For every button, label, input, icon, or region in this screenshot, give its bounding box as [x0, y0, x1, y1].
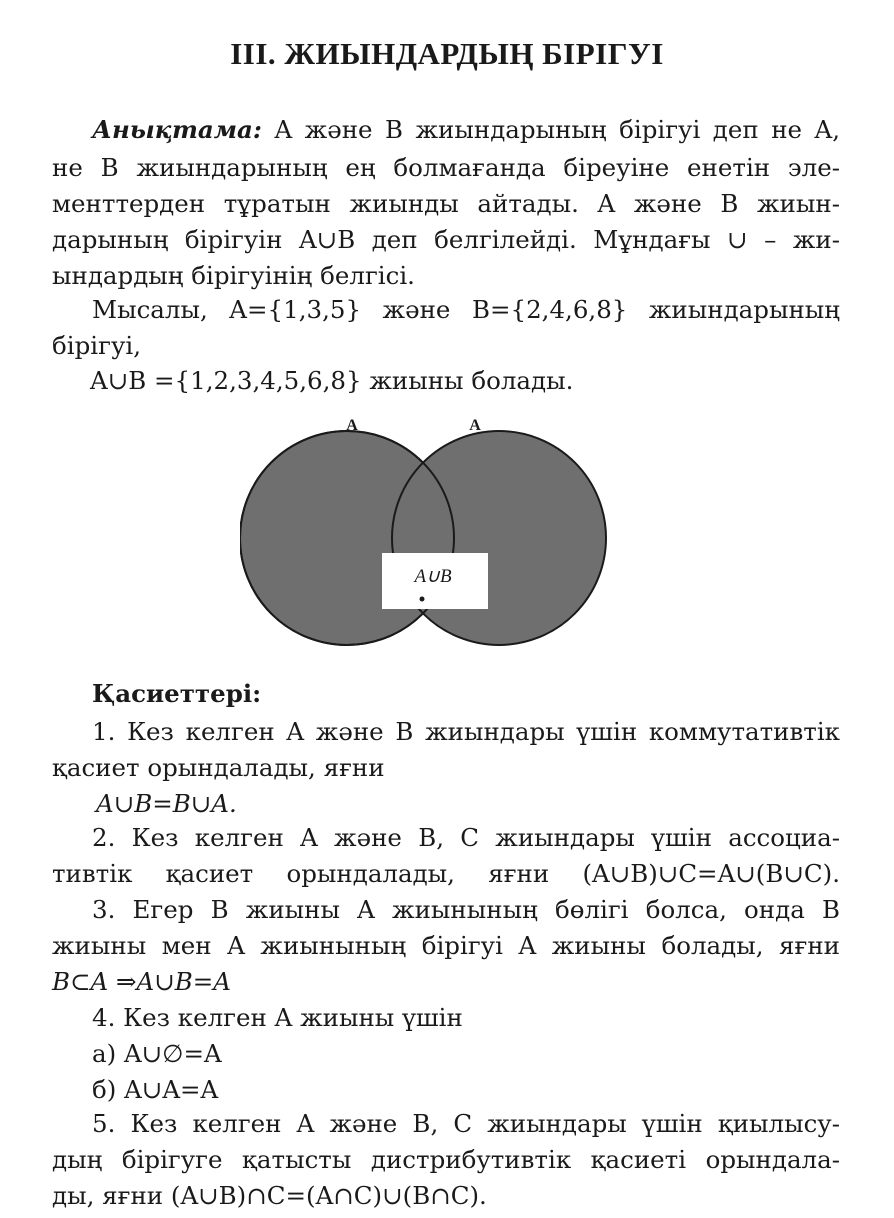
- property-line-7: жиыны мен A жиынының бірігуі A жиыны болады, яғни: [52, 931, 840, 960]
- venn-dot: [420, 597, 425, 602]
- property-line-11: б) A∪A=A: [92, 1075, 219, 1104]
- property-line-1: 1. Кез келген A және B жиындары үшін коммутативтік: [92, 717, 840, 746]
- definition-line-4: дарының бірігуін A∪B деп белгілейді. Мұндағы ∪ – жи-: [52, 225, 840, 254]
- example-line-3: A∪B ={1,2,3,4,5,6,8} жиыны болады.: [90, 366, 574, 395]
- venn-diagram: [240, 410, 640, 670]
- property-line-13: дың бірігуге қатысты дистрибутивтік қасиеті орындала-: [52, 1145, 840, 1174]
- example-line-1: Мысалы, A={1,3,5} және B={2,4,6,8} жиындарының: [92, 295, 840, 324]
- property-line-3: A∪B=B∪A.: [96, 789, 237, 818]
- property-line-4: 2. Кез келген A және B, C жиындары үшін ассоциа-: [92, 823, 840, 852]
- property-line-5: тивтік қасиет орындалады, яғни (A∪B)∪C=A∪(B∪C).: [52, 859, 840, 888]
- definition-line-1: Анықтама: A және B жиындарының бірігуі деп не A,: [92, 115, 840, 144]
- definition-line-3: менттерден тұратын жиынды айтады. A және B жиын-: [52, 189, 840, 218]
- definition-line-2: не B жиындарының ең болмағанда біреуіне енетін эле-: [52, 153, 840, 182]
- property-line-6: 3. Егер B жиыны A жиынының бөлігі болса, онда B: [92, 895, 840, 924]
- property-line-9: 4. Кез келген A жиыны үшін: [92, 1003, 463, 1032]
- definition-line-5: ындардың бірігуінің белгісі.: [52, 261, 415, 290]
- page-title: ІІІ. ЖИЫНДАРДЫҢ БІРІГУІ: [230, 36, 664, 71]
- property-line-10: а) A∪∅=A: [92, 1039, 222, 1068]
- properties-heading: Қасиеттері:: [92, 679, 262, 708]
- definition-label: Анықтама:: [92, 115, 262, 144]
- property-line-14: ды, яғни (A∪B)∩C=(A∩C)∪(B∩C).: [52, 1181, 487, 1210]
- venn-label-left: A: [346, 417, 358, 434]
- property-line-2: қасиет орындалады, яғни: [52, 753, 385, 782]
- example-line-2: бірігуі,: [52, 331, 141, 360]
- venn-label-right: A: [469, 417, 481, 434]
- property-line-8: B⊂A ⇒A∪B=A: [52, 967, 231, 996]
- venn-union-label: A∪B: [414, 566, 452, 587]
- property-line-12: 5. Кез келген A және B, C жиындары үшін қиылысу-: [92, 1109, 840, 1138]
